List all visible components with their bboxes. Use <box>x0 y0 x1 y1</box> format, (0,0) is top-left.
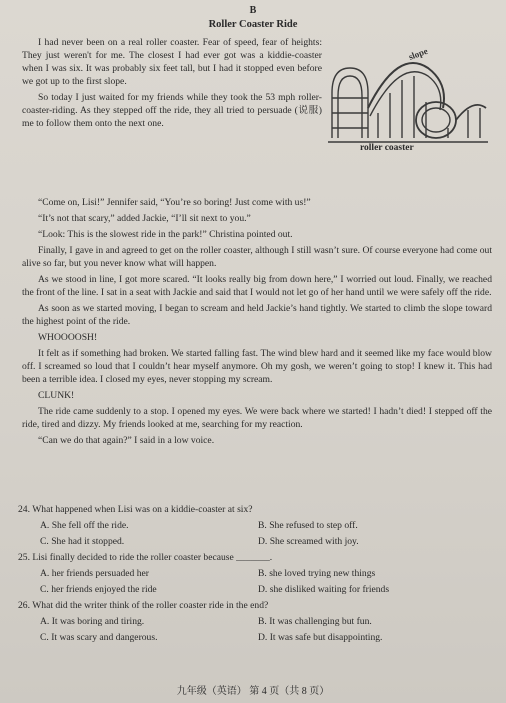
option-d: D. She screamed with joy. <box>258 536 359 547</box>
paragraph: I had never been on a real roller coaster. Fear of speed, fear of heights: They just weren't for me. The closest I had ever got was a kiddie-coaster when I was six. It was probably six feet tall, but I had it stopped even before we got up to the first slope. <box>22 37 322 87</box>
question-stem: 25. Lisi finally decided to ride the roller coaster because _______. <box>18 552 273 563</box>
page-footer: 九年级（英语） 第 4 页（共 8 页） <box>176 686 330 697</box>
paragraph: Finally, I gave in and agreed to get on the roller coaster, although I still wasn’t sure. Of course everyone had come out alive so far, but you never know what will happen. <box>22 245 492 269</box>
roller-coaster-illustration <box>328 38 488 158</box>
option-b: B. She refused to step off. <box>258 520 358 531</box>
paragraph: It felt as if something had broken. We started falling fast. The wind blew hard and it seemed like my face would blow off. I screamed so loud that I couldn’t hear myself anymore. Oh my gosh, we weren’t going to stop! I knew it. This had been a terrible idea. I closed my eyes, never stopping my scream. <box>22 348 492 385</box>
option-a: A. It was boring and tiring. <box>40 616 145 627</box>
question-25 <box>18 551 492 596</box>
option-b: B. she loved trying new things <box>258 568 376 579</box>
slope-label: slope <box>407 45 430 62</box>
paragraph: As we stood in line, I got more scared. “It looks really big from down here,” I worried out loud. Finally, we reached the front of the line. I sat in a seat with Jackie and said that I would not let go of her hand until we were safely off the ride. <box>22 274 492 298</box>
paragraph: So today I just waited for my friends while they took the 53 mph roller-coaster-riding. As they stepped off the ride, they all tried to persuade (说服) me to follow them onto the next one. <box>22 92 322 129</box>
question-stem: 26. What did the writer think of the roller coaster ride in the end? <box>18 600 269 611</box>
passage-title: Roller Coaster Ride <box>208 19 298 30</box>
paragraph: WHOOOOSH! <box>38 332 98 343</box>
option-c: C. her friends enjoyed the ride <box>40 584 157 595</box>
paragraph: “Can we do that again?” I said in a low voice. <box>38 435 215 446</box>
option-a: A. She fell off the ride. <box>40 520 129 531</box>
paragraph: CLUNK! <box>38 390 75 401</box>
option-c: C. She had it stopped. <box>40 536 125 547</box>
question-24 <box>18 503 492 548</box>
passage-intro <box>22 36 322 133</box>
question-26 <box>18 599 492 644</box>
option-c: C. It was scary and dangerous. <box>40 632 158 643</box>
paragraph: The ride came suddenly to a stop. I opened my eyes. We were back where we started! I hadn’t died! I stepped off the ride, tired and dizzy. My friends looked at me, searching for my reaction. <box>22 406 492 430</box>
passage-body <box>22 196 492 450</box>
option-b: B. It was challenging but fun. <box>258 616 372 627</box>
question-list <box>18 503 492 647</box>
option-d: D. she disliked waiting for friends <box>258 584 390 595</box>
option-d: D. It was safe but disappointing. <box>258 632 383 643</box>
paragraph: “Look: This is the slowest ride in the park!” Christina pointed out. <box>38 229 293 240</box>
paragraph: As soon as we started moving, I began to scream and held Jackie’s hand tightly. We started to climb the slope toward the highest point of the ride. <box>22 303 492 327</box>
question-stem: 24. What happened when Lisi was on a kiddie-coaster at six? <box>18 504 253 515</box>
figure-caption: roller coaster <box>360 143 414 153</box>
paragraph: “It’s not that scary,” added Jackie, “I’ll sit next to you.” <box>38 213 251 224</box>
paragraph: “Come on, Lisi!” Jennifer said, “You’re so boring! Just come with us!” <box>38 197 311 208</box>
option-a: A. her friends persuaded her <box>40 568 149 579</box>
section-letter: B <box>249 5 257 16</box>
